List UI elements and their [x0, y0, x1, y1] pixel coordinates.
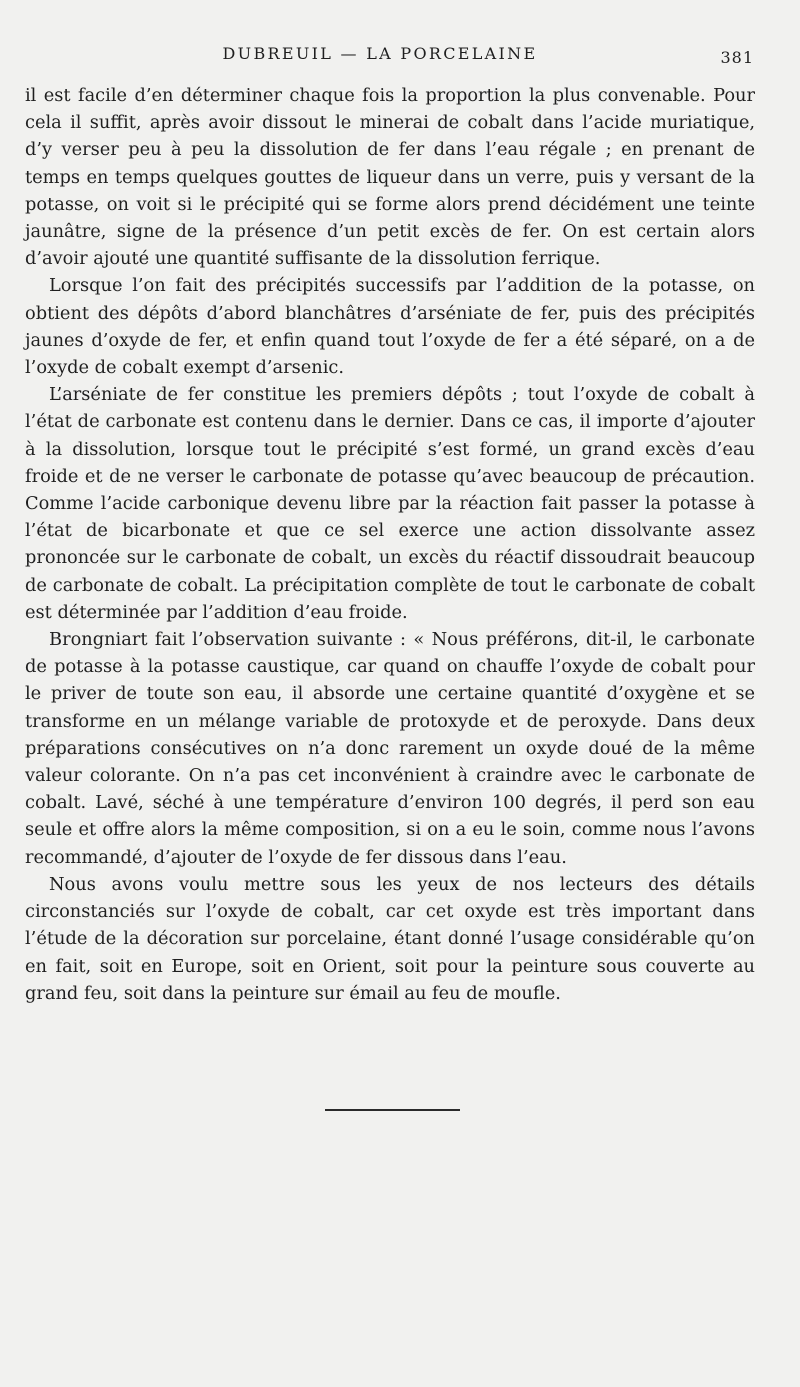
paragraph-3: L’arséniate de fer constitue les premiers dépôts ; tout l’oxyde de cobalt à l’état de carbonate est contenu dans le dernier. Dans ce cas, il importe d’ajouter à la dissolution, lorsque tout le précipité s’est formé, un grand excès d’eau froide et de ne verser le carbonate de potasse qu’avec beaucoup de précaution. Comme l’acide carbonique devenu libre par la réaction fait passer la potasse à l’état de bicarbonate et que ce sel exerce une action dissolvante assez prononcée sur le carbonate de cobalt, un excès du réactif dissoudrait beaucoup de carbonate de cobalt. La précipitation complète de tout le carbonate de cobalt est déterminée par l’addition d’eau froide. [25, 384, 755, 623]
running-head [0, 44, 800, 68]
paragraph-1: il est facile d’en déterminer chaque fois la proportion la plus convenable. Pour cela il suffit, après avoir dissout le minerai de cobalt dans l’acide muriatique, d’y verser peu à peu la dissolution de fer dans l’eau régale ; en prenant de temps en temps quelques gouttes de liqueur dans un verre, puis y versant de la potasse, on voit si le précipité qui se forme alors prend décidément une teinte jaunâtre, signe de la présence d’un petit excès de fer. On est certain alors d’avoir ajouté une quantité suffisante de la dissolution ferrique. [25, 85, 755, 270]
paragraph-4: Brongniart fait l’observation suivante : « Nous préférons, dit-il, le carbonate de potasse à la potasse caustique, car quand on chauffe l’oxyde de cobalt pour le priver de toute son eau, il absorde une certaine quantité d’oxygène et se transforme en un mélange variable de protoxyde et de peroxyde. Dans deux préparations consécutives on n’a donc rarement un oxyde doué de la même valeur colorante. On n’a pas cet inconvénient à craindre avec le carbonate de cobalt. Lavé, séché à une température d’environ 100 degrés, il perd son eau seule et offre alors la même composition, si on a eu le soin, comme nous l’avons recommandé, d’ajouter de l’oxyde de fer dissous dans l’eau. [25, 629, 755, 868]
body-text [25, 82, 755, 1007]
running-title: DUBREUIL — LA PORCELAINE [222, 44, 538, 63]
paragraph-5: Nous avons voulu mettre sous les yeux de nos lecteurs des détails circonstanciés sur l’oxyde de cobalt, car cet oxyde est très important dans l’étude de la décoration sur porcelaine, étant donné l’usage considérable qu’on en fait, soit en Europe, soit en Orient, soit pour la peinture sous couverte au grand feu, soit dans la peinture sur émail au feu de moufle. [25, 873, 755, 1004]
paragraph-2: Lorsque l’on fait des précipités successifs par l’addition de la potasse, on obtient des dépôts d’abord blanchâtres d’arséniate de fer, puis des précipités jaunes d’oxyde de fer, et enfin quand tout l’oxyde de fer a été séparé, on a de l’oxyde de cobalt exempt d’arsenic. [25, 275, 755, 379]
section-end-rule [325, 1109, 460, 1111]
page-number: 381 [720, 48, 754, 67]
